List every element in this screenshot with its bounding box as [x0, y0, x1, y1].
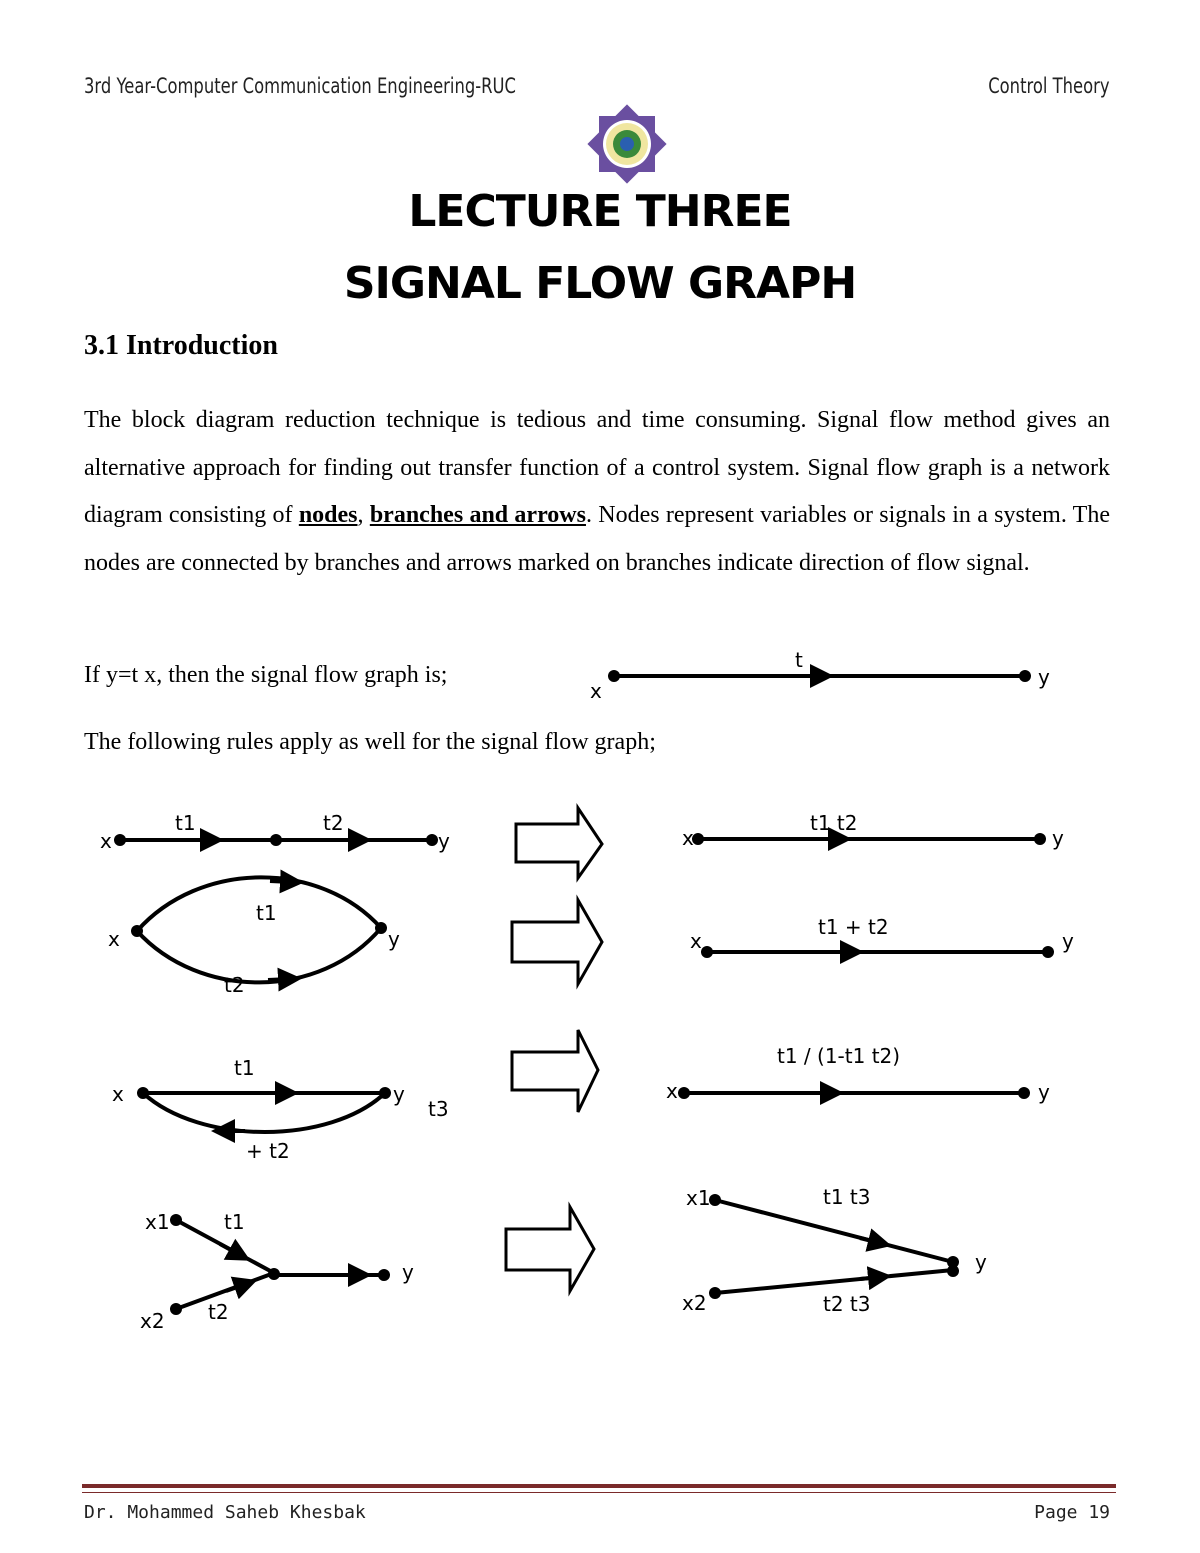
label-t1t2: t1 t2	[810, 811, 858, 835]
footer-author: Dr. Mohammed Saheb Khesbak	[84, 1502, 366, 1523]
label-y: y	[438, 829, 450, 853]
label-t1: t1	[256, 901, 277, 925]
label-x2: x2	[682, 1291, 707, 1315]
label-feedback-gain: t1 / (1-t1 t2)	[777, 1044, 901, 1068]
label-y: y	[388, 927, 400, 951]
term-nodes: nodes	[298, 502, 358, 528]
graph-series	[120, 839, 1040, 840]
graph-parallel	[137, 877, 1048, 982]
label-t2: t2	[224, 973, 245, 997]
label-x: x	[682, 826, 694, 850]
header-subject: Control Theory	[988, 74, 1110, 98]
label-y: y	[393, 1082, 405, 1106]
label-t2: t2	[208, 1300, 229, 1324]
lecture-title: LECTURE THREE	[408, 186, 792, 237]
label-x: x	[112, 1082, 124, 1106]
label-t2t3: t2 t3	[823, 1292, 871, 1316]
label-y: y	[975, 1250, 987, 1274]
label-x: x	[100, 829, 112, 853]
term-branches-arrows: branches and arrows	[369, 502, 586, 528]
intro-text-1: The block diagram reduction technique is tedious and time consuming. Signal flow method gives an alternative approach for finding out transfer function of a control system. Signal flow graph is a network diagram consisting of	[84, 407, 1110, 528]
label-t2: t2	[323, 811, 344, 835]
label-t1t3: t1 t3	[823, 1185, 871, 1209]
label-x: x	[590, 679, 602, 703]
label-x1: x1	[686, 1186, 711, 1210]
intro-text-2: . Nodes represent variables or signals in a system. The nodes are connected by branches and arrows marked on branches indicate direction of flow signal.	[84, 502, 1110, 576]
label-x2: x2	[140, 1309, 165, 1333]
label-y: y	[1062, 929, 1074, 953]
header-course: 3rd Year-Computer Communication Engineering-RUC	[84, 74, 516, 98]
label-t1: t1	[224, 1210, 245, 1234]
label-y: y	[1052, 826, 1064, 850]
footer-rule-thin	[82, 1492, 1116, 1493]
rules-statement: The following rules apply as well for the signal flow graph;	[84, 729, 656, 755]
label-t: t	[795, 648, 803, 672]
if-statement: If y=t x, then the signal flow graph is;	[84, 662, 448, 688]
label-x: x	[690, 929, 702, 953]
equivalence-arrows	[506, 808, 602, 1291]
label-y: y	[402, 1260, 414, 1284]
label-y: y	[1038, 665, 1050, 689]
label-x: x	[108, 927, 120, 951]
footer-page-number: Page 19	[1034, 1502, 1110, 1523]
footer-rule	[82, 1484, 1116, 1488]
label-x: x	[666, 1079, 678, 1103]
section-heading: 3.1 Introduction	[84, 330, 278, 361]
label-t1: t1	[234, 1056, 255, 1080]
intro-comma: ,	[357, 502, 370, 528]
label-t1-plus-t2: t1 + t2	[818, 915, 889, 939]
label-t1: t1	[175, 811, 196, 835]
label-y: y	[1038, 1080, 1050, 1104]
label-t3: t3	[428, 1097, 449, 1121]
lecture-subtitle: SIGNAL FLOW GRAPH	[343, 258, 857, 309]
label-x1: x1	[145, 1210, 170, 1234]
label-plus-t2: + t2	[246, 1139, 290, 1163]
